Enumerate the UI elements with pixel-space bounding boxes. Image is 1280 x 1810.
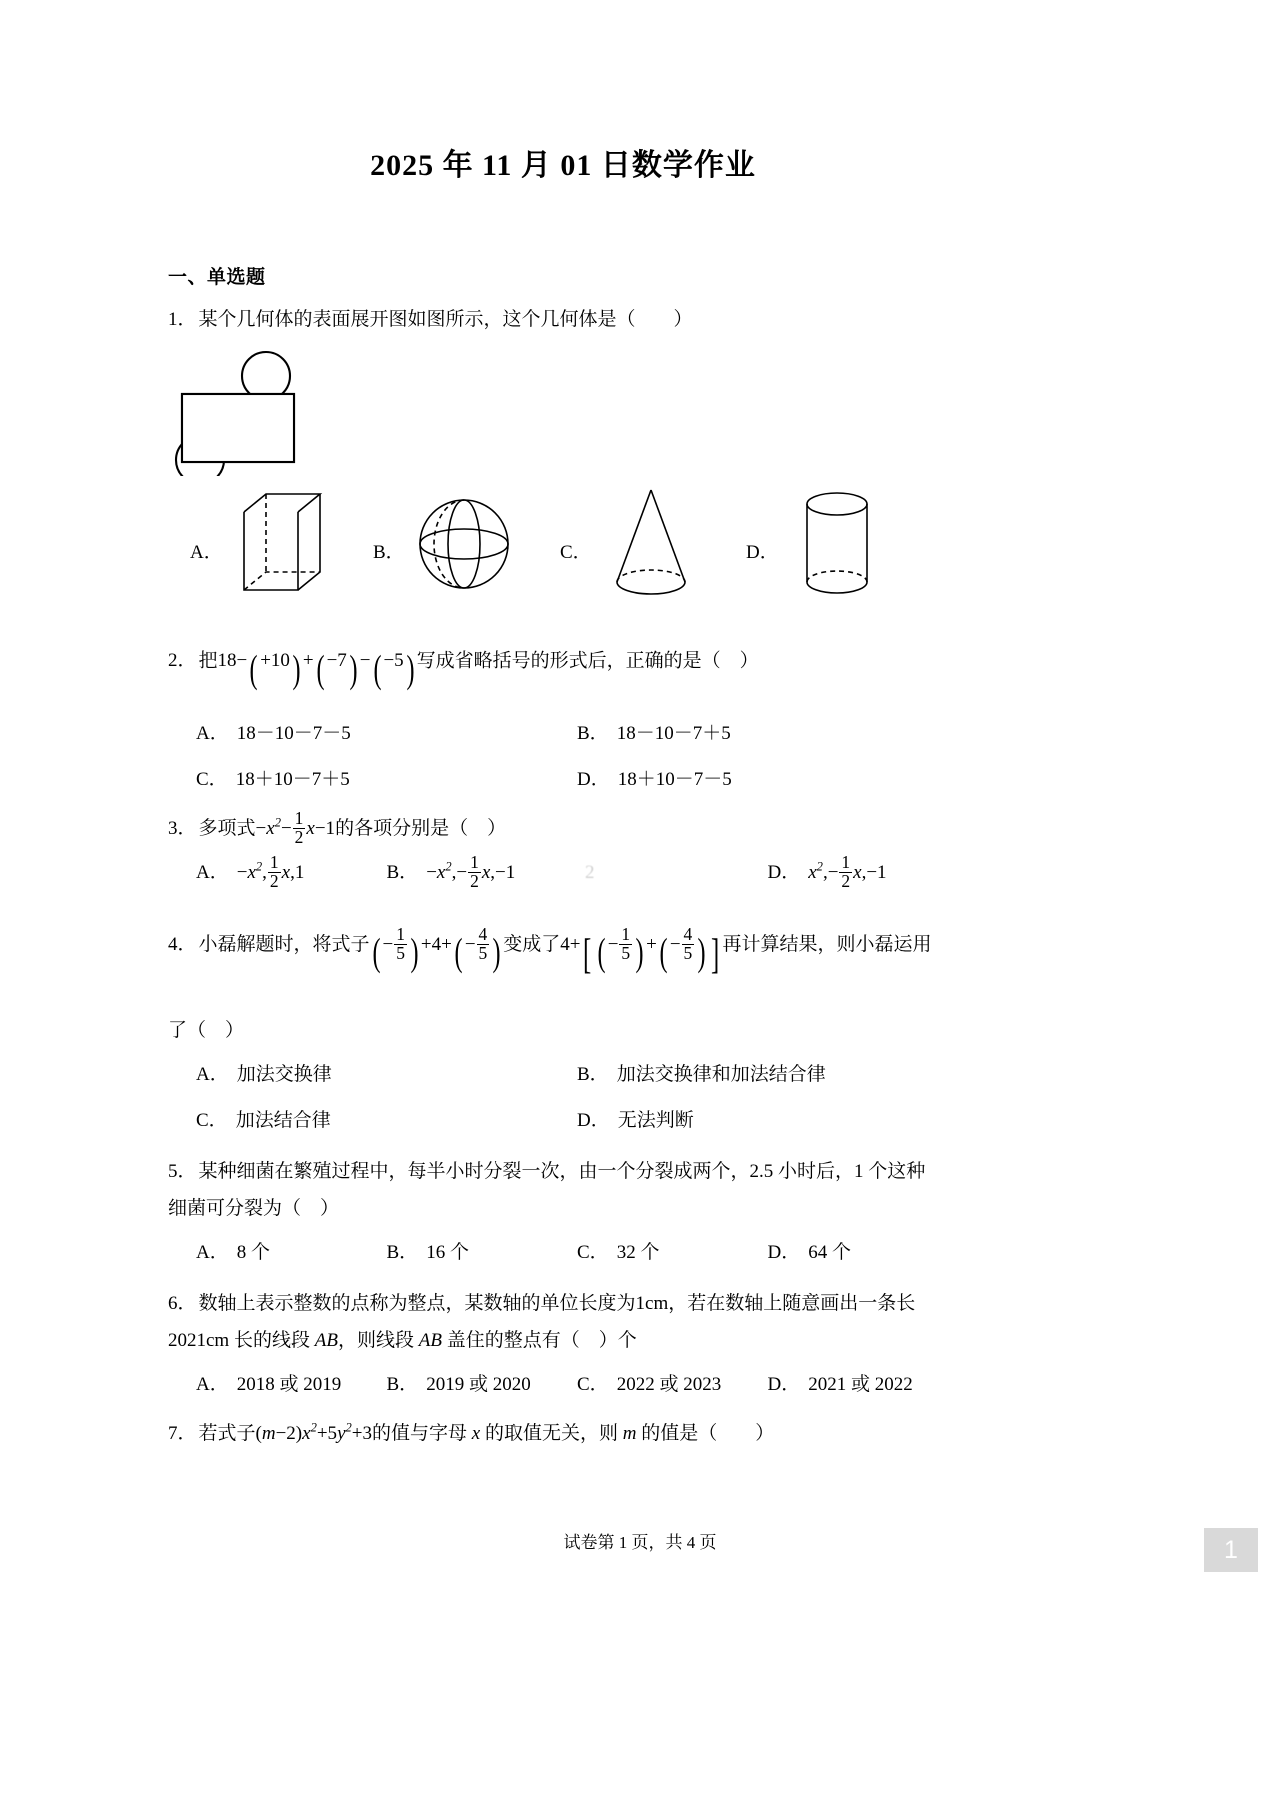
question-6-option-a[interactable] (196, 1365, 387, 1405)
question-2-stem (168, 632, 958, 708)
question-1-net-figure (168, 348, 958, 476)
question-2-option-c[interactable] (196, 760, 577, 800)
question-5-option-c[interactable] (577, 1233, 768, 1273)
question-6-length: 2021cm (168, 1329, 230, 1351)
question-2-number: 2． (168, 650, 197, 672)
question-5-option-a[interactable] (196, 1233, 387, 1273)
question-7-stem (168, 1415, 958, 1452)
cuboid-icon (226, 482, 336, 608)
question-4-option-a[interactable] (196, 1055, 577, 1095)
question-1-option-b[interactable] (373, 482, 553, 612)
question-1-option-d[interactable] (746, 482, 926, 612)
question-6-text-line2-b: 长的线段 (229, 1329, 315, 1351)
question-6-option-a-label: A． (196, 1373, 229, 1395)
question-2-option-b-label: B． (577, 723, 609, 744)
question-6-segment-2: AB (418, 1329, 442, 1351)
question-4-option-d[interactable] (577, 1101, 958, 1141)
question-5-text-line1: 某种细菌在繁殖过程中，每半小时分裂一次，由一个分裂成两个，2.5 小时后，1 个这种 (198, 1160, 926, 1182)
question-4-text-c: 再计算结果，则小磊运用 (722, 933, 932, 955)
question-6-text-line2-d: 盖住的整点有（ ）个 (441, 1329, 637, 1351)
question-6-option-b[interactable] (387, 1365, 578, 1405)
question-4-option-b[interactable] (577, 1055, 958, 1095)
question-5-options-row (168, 1233, 958, 1273)
question-4-stem-line2: 了（ ） (168, 1020, 245, 1042)
question-6-option-b-label: B． (386, 1373, 419, 1395)
question-3-options-row (168, 853, 958, 893)
surface-net-icon (168, 348, 368, 476)
question-5-option-d-text: 64 个 (808, 1242, 851, 1263)
question-1-option-a-label: A． (190, 542, 223, 564)
question-3-stem (168, 810, 958, 847)
question-7-var-m: m (622, 1422, 637, 1444)
question-4-expression-1: ( − $\frac{1}{5}$ ) +4+( − $\frac{4}{5}$ ) (371, 924, 501, 975)
question-6-text-line2-c: ，则线段 (337, 1329, 419, 1351)
question-6-option-c-text: 2022 或 2023 (616, 1373, 722, 1395)
sphere-icon (409, 482, 519, 608)
question-1-stem (168, 301, 958, 338)
question-1-option-c[interactable] (560, 482, 740, 612)
question-6-number: 6． (168, 1292, 197, 1314)
question-6-option-d[interactable] (768, 1365, 959, 1405)
question-7-text-b: 的值与字母 (371, 1422, 472, 1444)
question-3 (168, 810, 958, 893)
question-4-option-c[interactable] (196, 1101, 577, 1141)
question-3-option-a-math: $-x^2$, $\frac{1}{2}$ x,1 (236, 852, 305, 891)
question-4-option-d-text: 无法判断 (617, 1110, 694, 1132)
page-title: 2025 年 11 月 01 日数学作业 (370, 149, 756, 182)
question-3-option-c[interactable] (577, 853, 768, 893)
question-2-option-b[interactable] (577, 714, 958, 754)
question-4-option-d-label: D． (577, 1110, 610, 1132)
question-2-expression: 18−( +10) +( −7) −( −5) (217, 648, 415, 692)
question-3-option-d-label: D． (767, 861, 801, 883)
question-5-option-d-label: D． (767, 1242, 801, 1263)
question-2-options-row-2 (168, 760, 958, 800)
question-2-option-a-text: 18－10－7－5 (236, 723, 351, 744)
question-4-number: 4． (168, 933, 197, 955)
question-1 (168, 301, 958, 612)
question-4 (168, 913, 958, 1141)
question-3-option-d[interactable] (768, 853, 959, 893)
question-1-option-a[interactable] (190, 482, 370, 612)
question-6-option-c-label: C． (577, 1373, 609, 1395)
question-2-options-row-1 (168, 714, 958, 754)
cone-icon (596, 482, 706, 608)
question-5-option-c-text: 32 个 (616, 1242, 660, 1263)
question-5-text-line2: 细菌可分裂为（ ） (168, 1197, 340, 1219)
question-6-option-c[interactable] (577, 1365, 768, 1405)
question-6-text-line1-b: ，若在数轴上随意画出一条长 (668, 1292, 916, 1314)
question-4-text-b: 变成了 (503, 933, 561, 955)
question-2-option-d[interactable] (577, 760, 958, 800)
question-6-segment-1: AB (314, 1329, 338, 1351)
question-5 (168, 1153, 958, 1273)
question-5-number: 5． (168, 1160, 197, 1182)
question-2-text-prefix: 把 (198, 650, 218, 672)
question-7-var-x: x (471, 1422, 481, 1444)
question-1-option-d-label: D． (746, 542, 779, 564)
question-1-text: 某个几何体的表面展开图如图所示，这个几何体是（ ） (198, 309, 693, 330)
question-6-option-d-label: D． (767, 1373, 801, 1395)
question-1-option-b-label: B． (373, 542, 405, 564)
question-4-option-a-text: 加法交换律 (236, 1064, 332, 1086)
question-5-option-a-text: 8 个 (236, 1242, 270, 1263)
page-number-badge: 1 (1204, 1528, 1258, 1572)
question-6-option-d-text: 2021 或 2022 (808, 1373, 913, 1395)
question-3-number: 3． (168, 817, 197, 839)
question-4-option-c-label: C． (196, 1110, 228, 1132)
question-3-option-d-math: $x^2,-$ $\frac{1}{2}$ x,−1 (808, 852, 887, 891)
question-6-text-line1-a: 数轴上表示整数的点称为整点，某数轴的单位长度为 (198, 1292, 636, 1314)
page-footer: 试卷第 1 页，共 4 页 (563, 1533, 717, 1552)
question-4-options-row-2 (168, 1101, 958, 1141)
question-5-option-b-label: B． (386, 1242, 419, 1263)
question-6-stem-line2 (168, 1322, 958, 1359)
question-2-option-a[interactable] (196, 714, 577, 754)
question-3-text-prefix: 多项式 (198, 817, 256, 839)
question-3-option-c-math: 2 (585, 861, 595, 883)
question-2-text-suffix: 写成省略括号的形式后，正确的是（ ） (416, 650, 759, 672)
question-5-option-d[interactable] (768, 1233, 959, 1273)
question-2-option-a-label: A． (196, 723, 229, 744)
question-4-option-b-text: 加法交换律和加法结合律 (616, 1064, 826, 1086)
section-heading-single-choice: 一、单选题 (168, 267, 266, 288)
question-3-option-b-math: $-x^2,-$ $\frac{1}{2}$ x,−1 (426, 852, 516, 891)
question-6-options-row (168, 1365, 958, 1405)
question-2-option-c-label: C． (196, 768, 228, 790)
question-4-expression-2: 4+[ ( − $\frac{1}{5}$ ) +( − $\frac{4}{5}$ ) ] (560, 924, 720, 978)
question-5-option-b[interactable] (387, 1233, 578, 1273)
question-7-expression: $(m-2)x^2+5y^2+3$ (255, 1420, 372, 1444)
question-2-option-c-text: 18＋10－7＋5 (235, 768, 350, 790)
question-5-option-b-text: 16 个 (426, 1242, 469, 1263)
question-5-option-a-label: A． (196, 1242, 229, 1263)
question-3-option-b[interactable] (387, 853, 578, 893)
question-6-stem-line1 (168, 1285, 958, 1322)
question-4-stem (168, 913, 958, 996)
question-7-number: 7． (168, 1422, 197, 1444)
question-6-option-a-text: 2018 或 2019 (236, 1373, 342, 1395)
question-6-unit: 1cm (635, 1292, 669, 1314)
question-4-options-row-1 (168, 1055, 958, 1095)
question-6-option-b-text: 2019 或 2020 (426, 1373, 531, 1395)
question-3-option-a[interactable] (196, 853, 387, 893)
page-content (168, 0, 958, 1456)
question-3-text-suffix: 的各项分别是（ ） (335, 817, 507, 839)
question-5-stem-line1 (168, 1153, 958, 1190)
question-3-option-b-label: B． (386, 861, 419, 883)
question-7-text-d: 的值是（ ） (636, 1422, 775, 1444)
question-2-option-b-text: 18－10－7＋5 (616, 723, 731, 744)
question-4-text-a: 小磊解题时，将式子 (198, 933, 370, 955)
question-2 (168, 632, 958, 800)
question-6 (168, 1285, 958, 1405)
question-2-option-d-text: 18＋10－7－5 (617, 768, 732, 790)
question-2-option-d-label: D． (577, 768, 610, 790)
question-7-text-a: 若式子 (198, 1422, 256, 1444)
question-5-option-c-label: C． (577, 1242, 609, 1263)
question-4-option-a-label: A． (196, 1064, 229, 1086)
question-1-number: 1． (168, 309, 197, 330)
cylinder-icon (782, 482, 892, 608)
question-7 (168, 1415, 958, 1452)
question-3-option-a-label: A． (196, 861, 229, 883)
question-1-options (168, 482, 958, 612)
question-1-option-c-label: C． (560, 542, 592, 564)
question-3-expression: $-x^2-$ $\frac{1}{2}$ x−1 (255, 808, 336, 847)
question-7-text-c: 的取值无关，则 (480, 1422, 623, 1444)
question-4-option-c-text: 加法结合律 (235, 1110, 331, 1132)
question-4-option-b-label: B． (577, 1064, 609, 1086)
